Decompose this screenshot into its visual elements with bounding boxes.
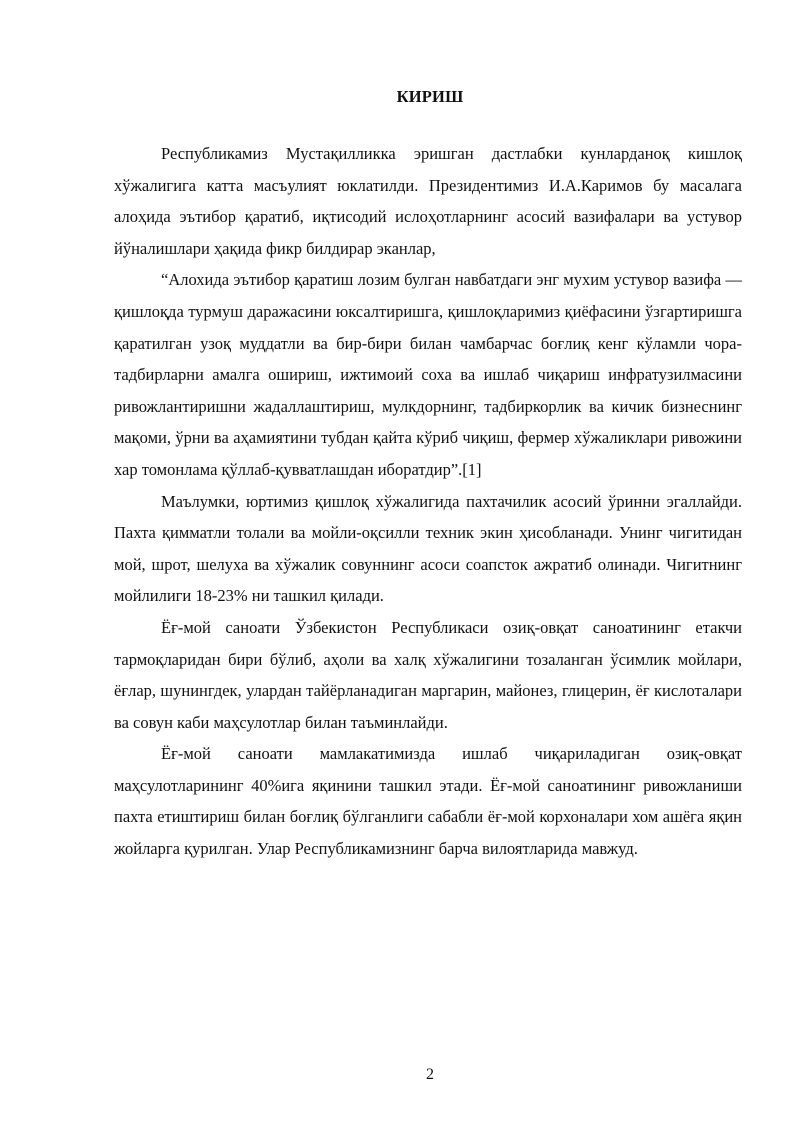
page-title: КИРИШ — [396, 87, 464, 107]
paragraph-2-quote: “Алохида эътибор қаратиш лозим булган навбатдаги энг мухим устувор вазифа — қишлоқда турмуш даражасини юксалтиришга, қишлоқларимиз қиёфасини ўзгартиришга қаратилган узоқ муддатли ва бир-бири билан чамбарчас боғлиқ кенг кўламли чора-тадбирларни амалга ошириш, ижтимоий соха ва ишлаб чиқариш инфратузилмасини ривожлантиришни жадаллаштириш, мулкдорнинг, тадбиркорлик ва кичик бизнеснинг мақоми, ўрни ва аҳамиятини тубдан қайта кўриб чиқиш, фермер хўжаликлари ривожини хар томонлама қўллаб-қувватлашдан иборатдир”.[1] — [114, 270, 742, 479]
paragraph-3: Маълумки, юртимиз қишлоқ хўжалигида пахтачилик асосий ўринни эгаллайди. Пахта қимматли толали ва мойли-оқсилли техник экин ҳисобланади. Унинг чигитидан мой, шрот, шелуха ва хўжалик совуннинг асоси соапсток ажратиб олинади. Чигитнинг мойлилиги 18-23% ни ташкил қилади. — [114, 491, 742, 606]
paragraph-5: Ёғ-мой саноати мамлакатимизда ишлаб чиқариладиган озиқ-овқат маҳсулотларининг 40%ига яқинини ташкил этади. Ёғ-мой саноатининг ривожланиши пахта етиштириш билан боғлиқ бўлганлиги сабабли ёғ-мой корхоналари хом ашёга яқин жойларга қурилган. Улар Республикамизнинг барча вилоятларида мавжуд. — [114, 744, 742, 859]
paragraph-1: Республикамиз Мустақилликка эришган дастлабки кунларданоқ кишлоқ хўжалигига катта масъулият юклатилди. Президентимиз И.А.Каримов бу масалага алоҳида эътибор қаратиб, иқтисодий ислоҳотларнинг асосий вазифалари ва устувор йўналишлари ҳақида фикр билдирар эканлар, — [114, 144, 742, 258]
page-number: 2 — [426, 1066, 434, 1083]
paragraph-4: Ёғ-мой саноати Ўзбекистон Республикаси озиқ-овқат саноатининг етакчи тармоқларидан бири бўлиб, аҳоли ва халқ хўжалигини тозаланган ўсимлик мойлари, ёғлар, шунингдек, улардан тайёрланадиган маргарин, майонез, глицерин, ёғ кислоталари ва совун каби маҳсулотлар билан таъминлайди. — [114, 617, 742, 732]
body-text — [114, 138, 742, 865]
